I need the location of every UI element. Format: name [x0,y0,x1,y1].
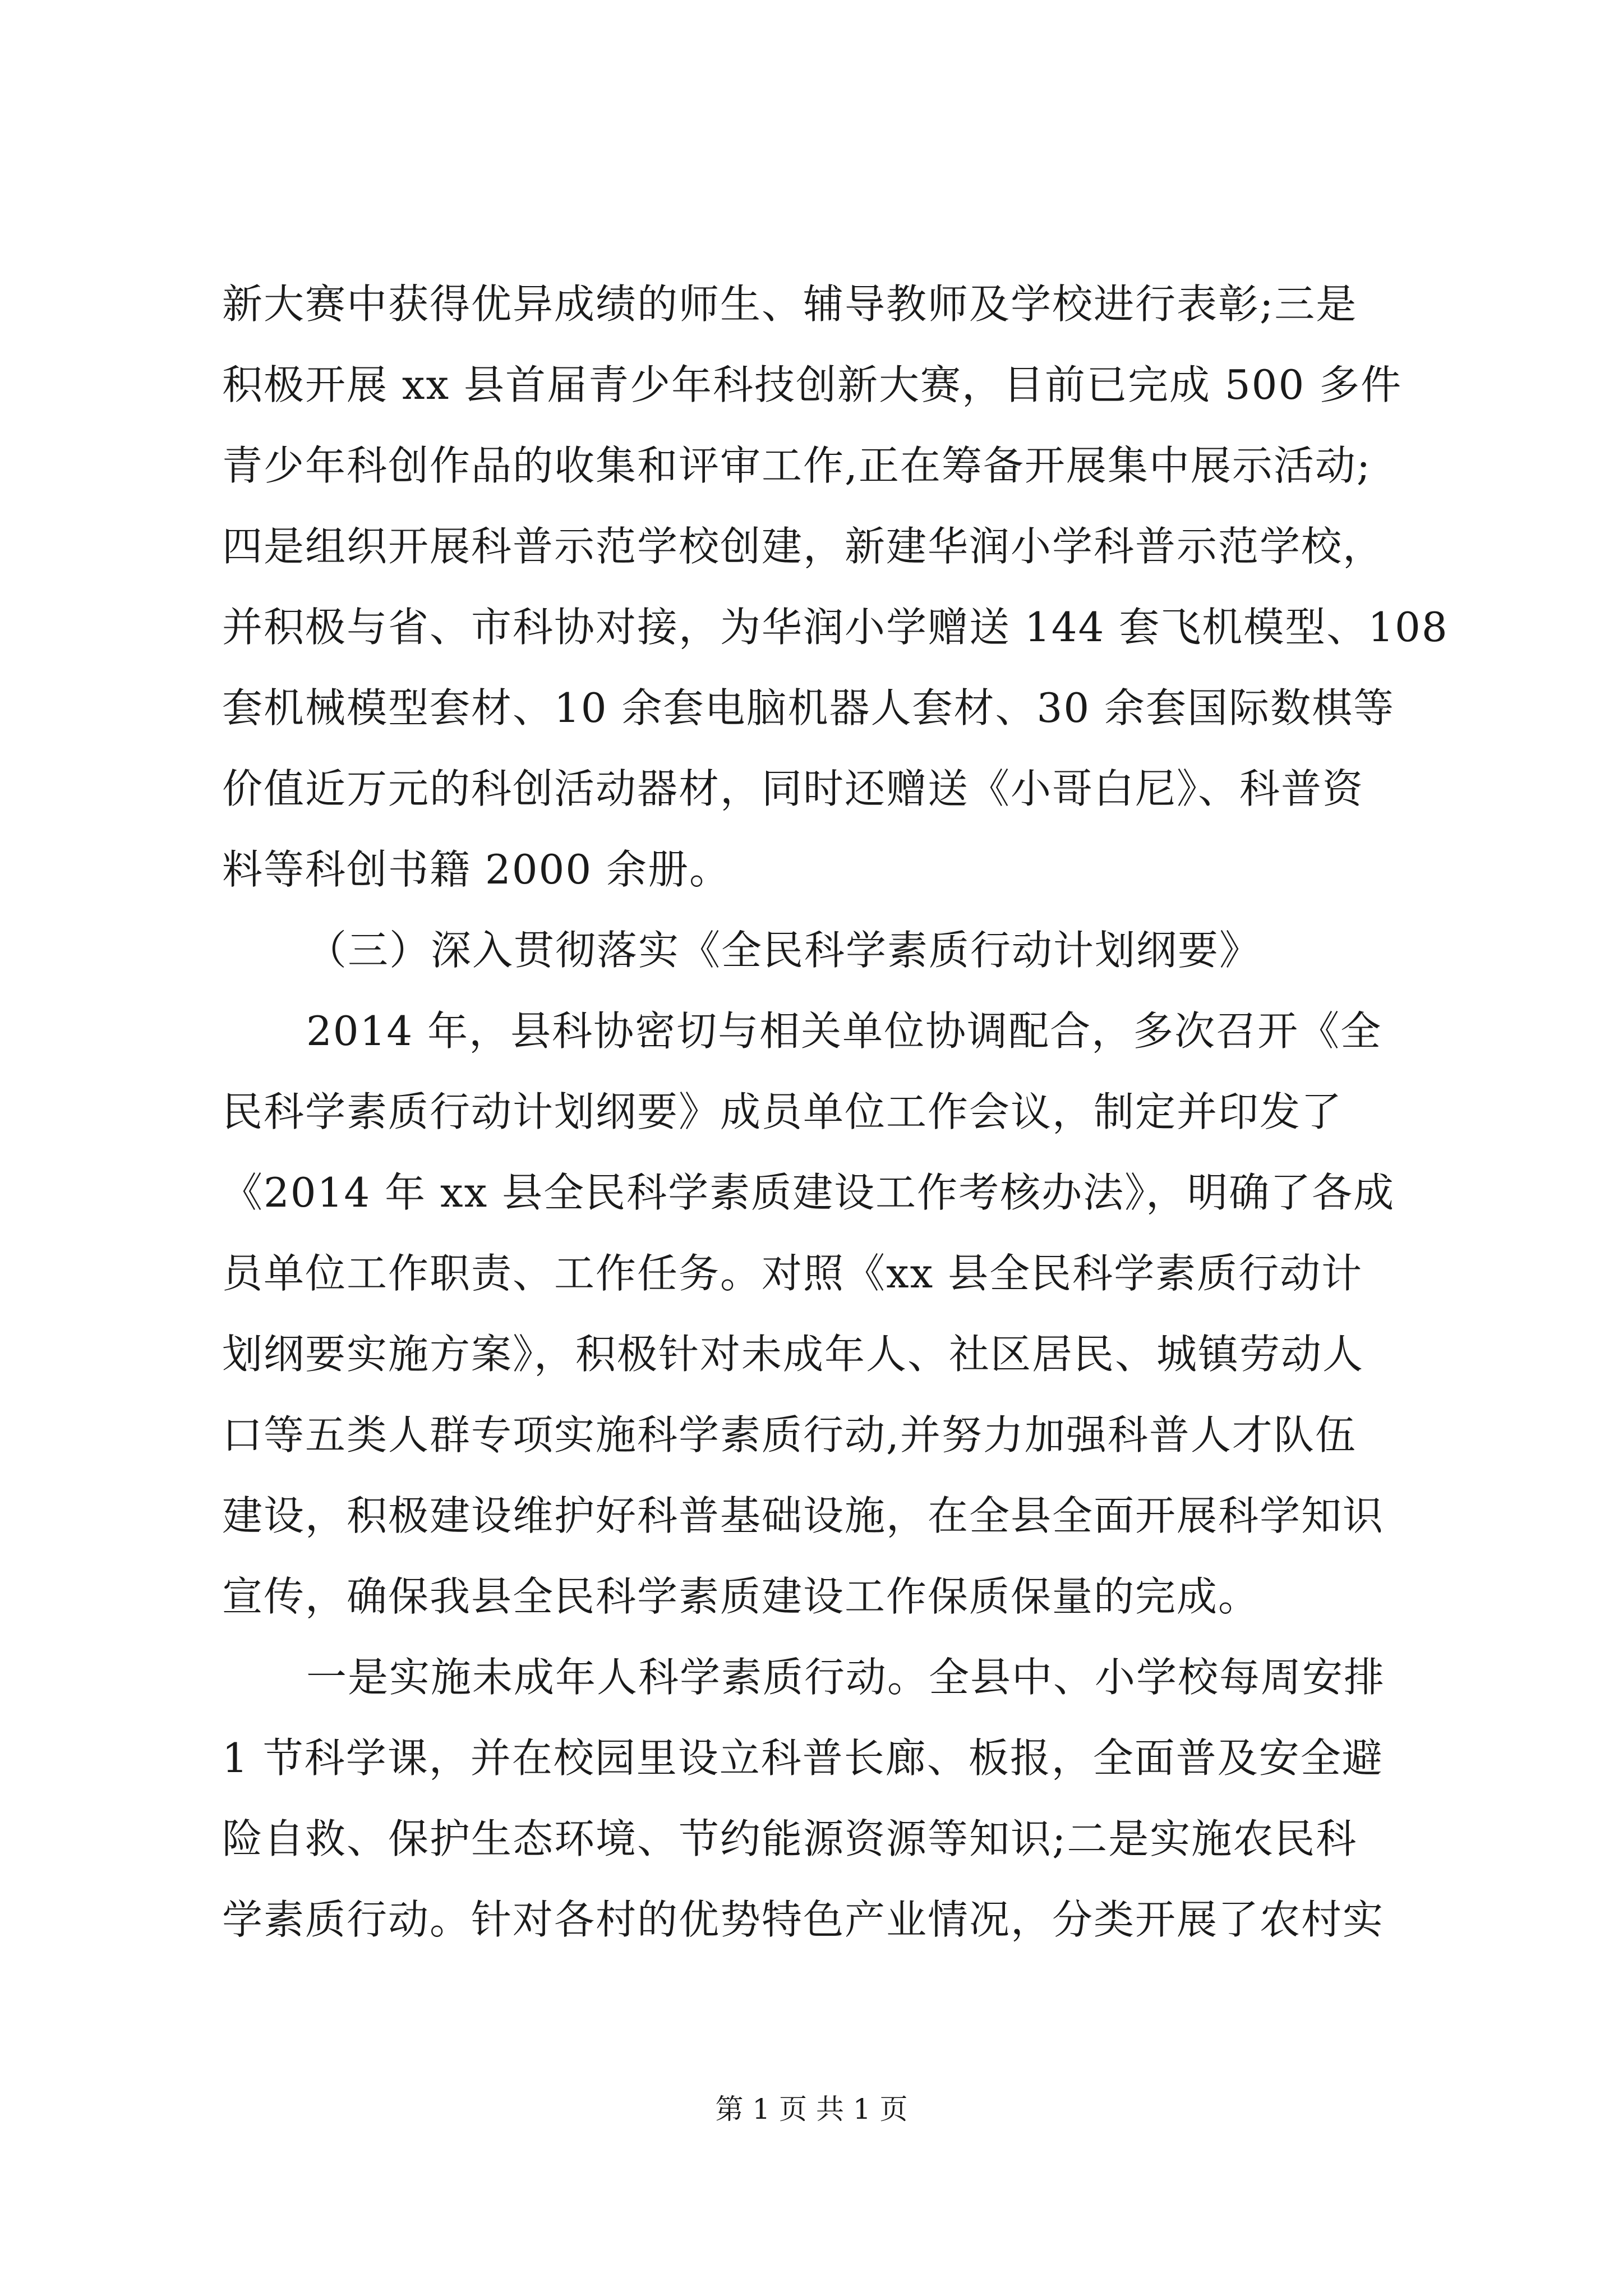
section-heading: （三）深入贯彻落实《全民科学素质行动计划纲要》 [306,927,1261,974]
text-line: 四是组织开展科普示范学校创建，新建华润小学科普示范学校， [222,523,1385,570]
text-line: 宣传，确保我县全民科学素质建设工作保质保量的完成。 [222,1573,1260,1620]
text-line: 套机械模型套材、10 余套电脑机器人套材、30 余套国际数棋等 [222,684,1395,731]
text-line: 民科学素质行动计划纲要》成员单位工作会议，制定并印发了 [222,1088,1343,1135]
text-line: 险自救、保护生态环境、节约能源资源等知识;二是实施农民科 [222,1815,1358,1862]
text-line: 青少年科创作品的收集和评审工作,正在筹备开展集中展示活动; [222,442,1372,489]
text-line: 口等五类人群专项实施科学素质行动,并努力加强科普人才队伍 [222,1411,1357,1458]
text-line: 1 节科学课，并在校园里设立科普长廊、板报，全面普及安全避 [222,1734,1384,1782]
text-line: 员单位工作职责、工作任务。对照《xx 县全民科学素质行动计 [222,1250,1363,1297]
paragraph-start-line: 一是实施未成年人科学素质行动。全县中、小学校每周安排 [306,1654,1386,1701]
text-line: 积极开展 xx 县首届青少年科技创新大赛，目前已完成 500 多件 [222,361,1403,408]
page-number-footer: 第 1 页 共 1 页 [715,2093,908,2125]
text-line: 学素质行动。针对各村的优势特色产业情况，分类开展了农村实 [222,1896,1385,1943]
text-line: 《2014 年 xx 县全民科学素质建设工作考核办法》，明确了各成 [222,1169,1395,1216]
text-line: 新大赛中获得优异成绩的师生、辅导教师及学校进行表彰;三是 [222,280,1358,328]
text-line: 并积极与省、市科协对接，为华润小学赠送 144 套飞机模型、108 [222,604,1449,651]
document-body [222,264,1449,1960]
text-line: 划纲要实施方案》，积极针对未成年人、社区居民、城镇劳动人 [222,1331,1364,1378]
text-line: 料等科创书籍 2000 余册。 [222,846,731,893]
paragraph-start-line: 2014 年，县科协密切与相关单位协调配合，多次召开《全 [306,1007,1382,1055]
text-line: 建设，积极建设维护好科普基础设施，在全县全面开展科学知识 [222,1492,1385,1539]
text-line: 价值近万元的科创活动器材，同时还赠送《小哥白尼》、科普资 [222,765,1364,812]
